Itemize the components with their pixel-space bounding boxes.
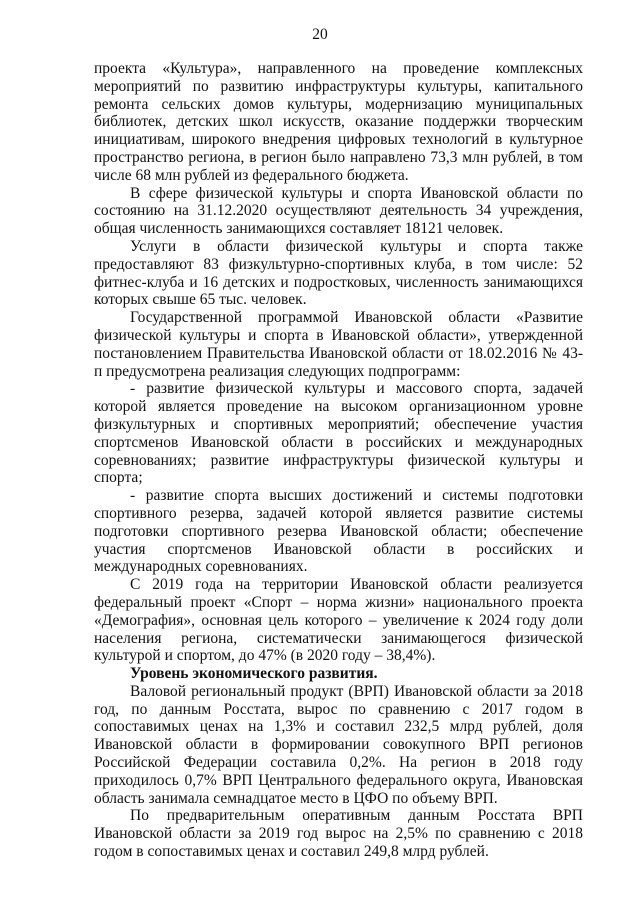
paragraph-grp-2018: Валовой региональный продукт (ВРП) Ивановской области за 2018 год, по данным Росстата, вырос по сравнению с 2017 годом в сопоставимых ценах на 1,3% и составил 232,5 млрд рублей, доля Ивановской области в формировании совокупного ВРП регионов Российской Федерации составила 0,2%. На регион в 2018 году приходилось 0,7% ВРП Центрального федерального округа, Ивановская область занимала семнадцатое место в ЦФО по объему ВРП. (94, 682, 583, 807)
document-body (94, 60, 583, 861)
list-item-mass-sport: - развитие физической культуры и массового спорта, задачей которой является проведение на высоком организационном уровне физкультурных и спортивных мероприятий; обеспечение участия спортсменов Ивановской области в российских и международных соревнованиях; развитие инфраструктуры физической культуры и спорта; (94, 380, 583, 487)
paragraph-sport-clubs: Услуги в области физической культуры и спорта также предоставляют 83 физкультурно-спортивных клуба, в том числе: 52 фитнес-клуба и 16 детских и подростковых, численность занимающихся которых свыше 65 тыс. человек. (94, 237, 583, 309)
paragraph-federal-project: С 2019 года на территории Ивановской области реализуется федеральный проект «Спорт – норма жизни» национального проекта «Демография», основная цель которого – увеличение к 2024 году доли населения региона, систематически занимающегося физической культурой и спортом, до 47% (в 2020 году – 38,4%). (94, 576, 583, 665)
list-item-elite-sport: - развитие спорта высших достижений и системы подготовки спортивного резерва, задачей которой является развитие системы подготовки спортивного резерва Ивановской области; обеспечение участия спортсменов Ивановской области в российских и международных соревнованиях. (94, 487, 583, 576)
section-heading-economy: Уровень экономического развития. (130, 665, 378, 683)
page-number: 20 (312, 26, 328, 43)
paragraph-state-program: Государственной программой Ивановской области «Развитие физической культуры и спорта в Ивановской области», утвержденной постановлением Правительства Ивановской области от 18.02.2016 № 43-п предусмотрена реализация следующих подпрограмм: (94, 309, 583, 380)
paragraph-sport-institutions: В сфере физической культуры и спорта Ивановской области по состоянию на 31.12.2020 осуществляют деятельность 34 учреждения, общая численность занимающихся составляет 18121 человек. (94, 184, 583, 238)
paragraph-culture-project: проекта «Культура», направленного на проведение комплексных мероприятий по развитию инфраструктуры культуры, капитального ремонта сельских домов культуры, модернизацию муниципальных библиотек, детских школ искусств, оказание поддержки творческим инициативам, широкого внедрения цифровых технологий в культурное пространство региона, в регион было направлено 73,3 млн рублей, в том числе 68 млн рублей из федерального бюджета. (94, 60, 583, 184)
paragraph-grp-2019: По предварительным оперативным данным Росстата ВРП Ивановской области за 2019 год вырос на 2,5% по сравнению с 2018 годом в сопоставимых ценах и составил 249,8 млрд рублей. (94, 807, 583, 861)
